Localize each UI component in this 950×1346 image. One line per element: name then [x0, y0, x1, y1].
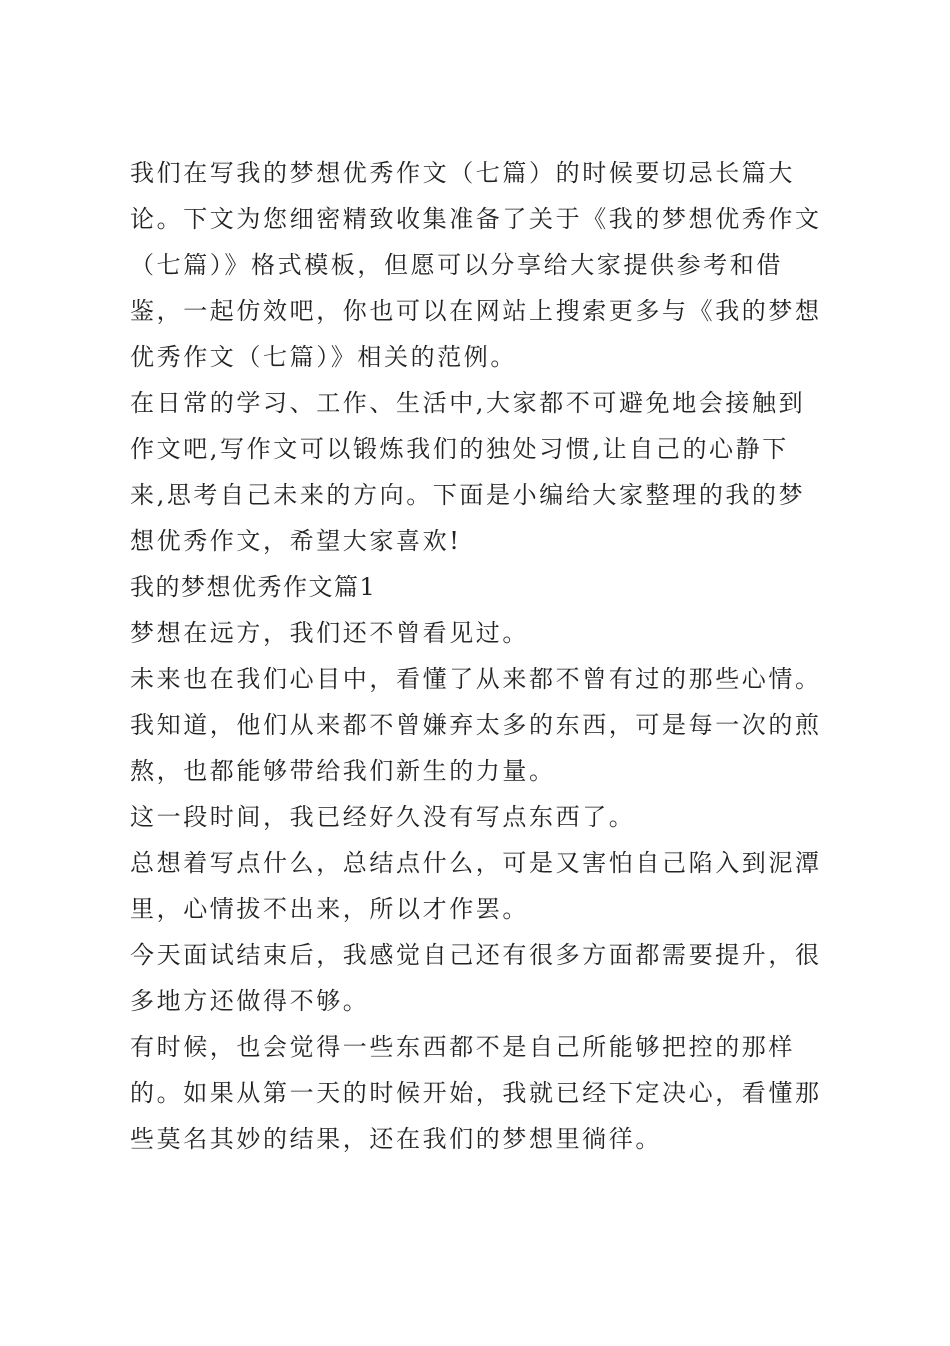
body-paragraph: 这一段时间，我已经好久没有写点东西了。: [130, 803, 636, 831]
body-paragraph: 未来也在我们心目中，看懂了从来都不曾有过的那些心情。我知道，他们从来都不曾嫌弃太多的东西，可是每一次的煎熬，也都能够带给我们新生的力量。: [130, 665, 822, 785]
context-paragraph: 在日常的学习、工作、生活中,大家都不可避免地会接触到作文吧,写作文可以锻炼我们的独处习惯,让自己的心静下来,思考自己未来的方向。下面是小编给大家整理的我的梦想优秀作文，希望大家喜欢!: [130, 389, 806, 555]
body-paragraph: 总想着写点什么，总结点什么，可是又害怕自己陷入到泥潭里，心情拔不出来，所以才作罢。: [130, 849, 822, 923]
essay-heading: 我的梦想优秀作文篇1: [130, 573, 377, 601]
intro-paragraph: 我们在写我的梦想优秀作文（七篇）的时候要切忌长篇大论。下文为您细密精致收集准备了关于《我的梦想优秀作文（七篇）》格式模板，但愿可以分享给大家提供参考和借鉴，一起仿效吧，你也可以在网站上搜索更多与《我的梦想优秀作文（七篇）》相关的范例。: [130, 159, 822, 371]
document-body: [130, 150, 825, 1162]
body-paragraph: 有时候，也会觉得一些东西都不是自己所能够把控的那样的。如果从第一天的时候开始，我就已经下定决心，看懂那些莫名其妙的结果，还在我们的梦想里徜徉。: [130, 1033, 822, 1153]
body-paragraph: 梦想在远方，我们还不曾看见过。: [130, 619, 529, 647]
body-paragraph: 今天面试结束后，我感觉自己还有很多方面都需要提升，很多地方还做得不够。: [130, 941, 822, 1015]
